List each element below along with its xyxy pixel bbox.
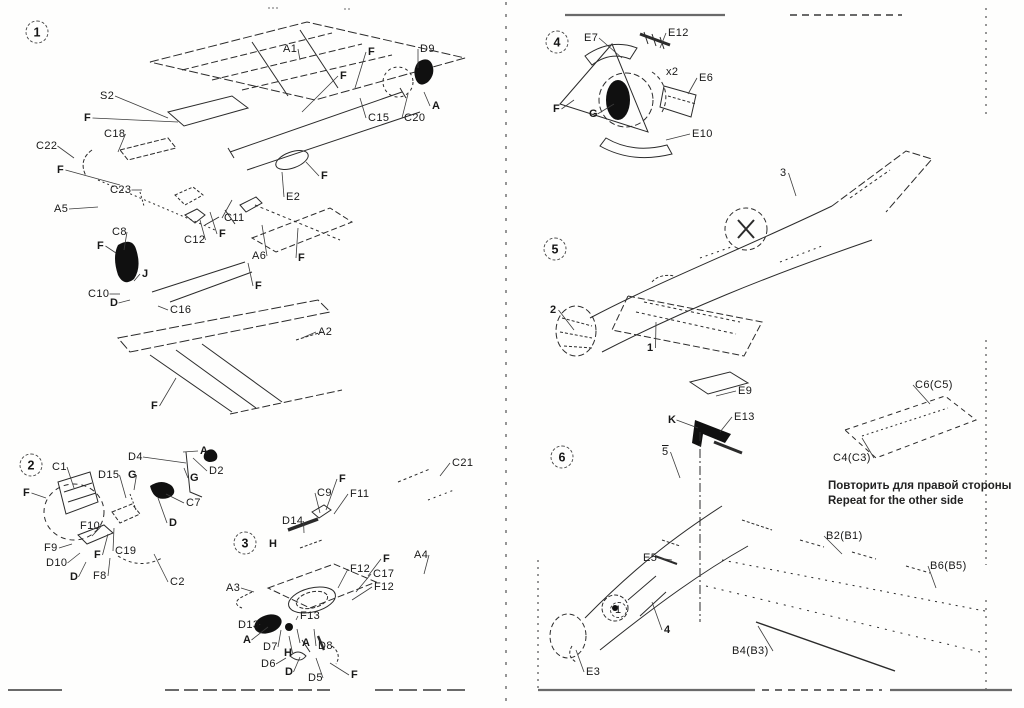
leader-line [113,528,114,551]
leader-line [69,207,98,209]
part-label: G [190,472,199,484]
part-label: F [57,164,65,176]
part-label: F [340,70,348,82]
part-label: C7 [186,497,201,509]
part-label: D8 [318,640,333,652]
leader-line [360,98,366,118]
leader-line [119,300,131,303]
part-label: F10 [80,520,101,532]
part-label: D [110,297,119,309]
leader-line [559,310,575,330]
leader-line [59,544,72,548]
part-label: G [128,469,137,481]
leader-line [338,569,348,588]
part-label: C8 [112,226,127,238]
leader-line [576,650,584,672]
part-label: D [169,517,178,529]
leader-line [282,172,284,197]
leader-line [440,463,450,476]
leader-line [154,554,168,582]
leader-line [67,467,74,488]
leader-line [297,629,300,643]
part-label: F [219,228,227,240]
part-label: E12 [668,27,689,39]
part-label: H [269,538,278,550]
leader-line [424,92,430,106]
part-label: F13 [300,610,321,622]
leader-line [115,96,168,118]
part-label: C10 [88,288,110,300]
part-label: E5 [643,552,658,564]
leader-line [688,78,697,94]
leader-line [143,457,186,463]
part-label: D [285,666,294,678]
part-label: D9 [420,43,435,55]
leader-line [58,146,75,158]
part-label: B4(B3) [732,645,769,657]
part-label: C2 [170,576,185,588]
part-label: K [668,414,677,426]
leader-line [193,458,207,471]
part-label: F [23,487,31,499]
part-label: E6 [699,72,714,84]
leader-line [660,33,666,48]
leader-line [32,493,47,498]
step-number-1: 1 [26,21,49,44]
leader-line [306,162,319,176]
part-label: F11 [350,488,370,500]
leader-line [304,521,305,533]
part-label: E9 [738,385,753,397]
leader-line [562,100,575,109]
part-label: C20 [404,112,426,124]
part-label: F12 [374,581,395,593]
leader-line [334,494,348,514]
step-number-6: 6 [551,446,574,469]
leader-line [260,624,261,625]
leader-line [330,663,349,675]
part-label: A [432,100,441,112]
part-label: F [553,103,561,115]
leader-line [103,534,109,555]
part-label: J [142,268,149,280]
step-number-5: 5 [544,238,567,261]
part-label: C21 [452,457,474,469]
leader-line [296,616,298,620]
part-label: F8 [93,570,107,582]
part-label: C15 [368,112,390,124]
leader-line [184,468,188,478]
part-label: F [339,473,347,485]
part-label: C6(C5) [915,379,953,391]
leader-line [66,170,121,185]
step-number-3: 3 [234,532,257,555]
leader-line [294,657,301,672]
leader-line [355,52,366,88]
part-label: C1 [52,461,67,473]
leader-line [677,420,699,428]
leader-line [599,38,622,58]
part-label: E13 [734,411,755,423]
leader-line [79,562,87,577]
part-label: C23 [110,184,132,196]
part-label: 3 [780,167,787,179]
part-label: F [368,46,376,58]
leader-line [106,246,117,253]
part-label: A4 [414,549,429,561]
part-label: F [321,170,329,182]
part-label: 4 [664,624,671,636]
part-label: E3 [586,666,601,678]
leader-line [183,451,198,452]
part-label: 1 [610,602,627,618]
part-label: F [255,280,263,292]
leader-line [158,498,167,523]
part-label: A2 [318,326,333,338]
part-label: F [97,240,105,252]
leader-line [248,263,253,286]
part-label: D7 [263,641,278,653]
part-label: F [383,553,391,565]
part-label: A6 [252,250,267,262]
leader-line [120,475,127,498]
leader-line [671,452,681,478]
repeat-note-en: Repeat for the other side [828,495,964,507]
leader-line [210,212,217,234]
part-label: 2 [550,304,557,316]
leader-line [598,104,615,114]
part-label: x2 [666,66,679,78]
part-label: E7 [584,32,599,44]
part-label: B2(B1) [826,530,863,542]
part-label: E2 [286,191,301,203]
part-label: F [351,669,359,681]
part-label: D14 [282,515,304,527]
part-label: A1 [283,43,298,55]
leader-line [93,118,179,122]
leader-line [134,274,140,281]
leader-line [352,587,372,600]
leader-line [658,558,672,560]
part-label: C11 [224,212,245,224]
part-label: S2 [100,90,115,102]
leader-line [298,49,300,60]
part-label: F [94,549,102,561]
part-label: C9 [317,487,332,499]
part-label: D2 [209,465,224,477]
part-label: D [70,571,79,583]
part-label: A [302,637,311,649]
leader-line [241,588,254,592]
step-number-4: 4 [546,31,569,54]
part-label: C16 [170,304,192,316]
part-label: A5 [54,203,69,215]
part-label: A3 [226,582,241,594]
part-label: E10 [692,128,713,140]
repeat-note [828,479,1012,509]
part-label: F12 [350,563,371,575]
leader-line [666,134,690,140]
leader-line [656,322,657,348]
leader-line [789,173,797,196]
part-label: B6(B5) [930,560,967,572]
part-label: C17 [373,568,395,580]
leader-line [278,630,281,647]
part-label: H [284,647,293,659]
part-label: C4(C3) [833,452,871,464]
part-label: G [589,108,598,120]
part-label: C18 [104,128,126,140]
step-number-2: 2 [20,454,43,477]
leader-line [716,391,736,396]
part-label: F [298,252,306,264]
part-label: F9 [44,542,58,554]
repeat-note-ru: Повторить для правой стороны [828,480,1012,492]
part-label: D4 [128,451,143,463]
part-label: D5 [308,672,323,684]
part-label: 5 [662,446,669,458]
part-label: D10 [46,557,68,569]
leader-line [166,494,184,503]
part-label: A [200,445,209,457]
part-label: C22 [36,140,58,152]
part-label: C12 [184,234,206,246]
part-label: D13 [238,619,260,631]
leader-line [160,378,177,406]
leader-line [158,306,168,310]
leader-line [68,553,81,563]
leader-line [302,76,338,112]
leader-line [302,332,316,338]
part-label: F [84,112,92,124]
leader-line [314,629,316,646]
part-label: A [243,634,252,646]
leader-line [720,417,732,432]
leader-line [652,602,662,630]
part-label: 1 [647,342,654,354]
leader-line [108,558,110,576]
part-label: C19 [115,545,137,557]
part-label: F [151,400,159,412]
part-label: D6 [261,658,276,670]
part-label: D15 [98,469,120,481]
